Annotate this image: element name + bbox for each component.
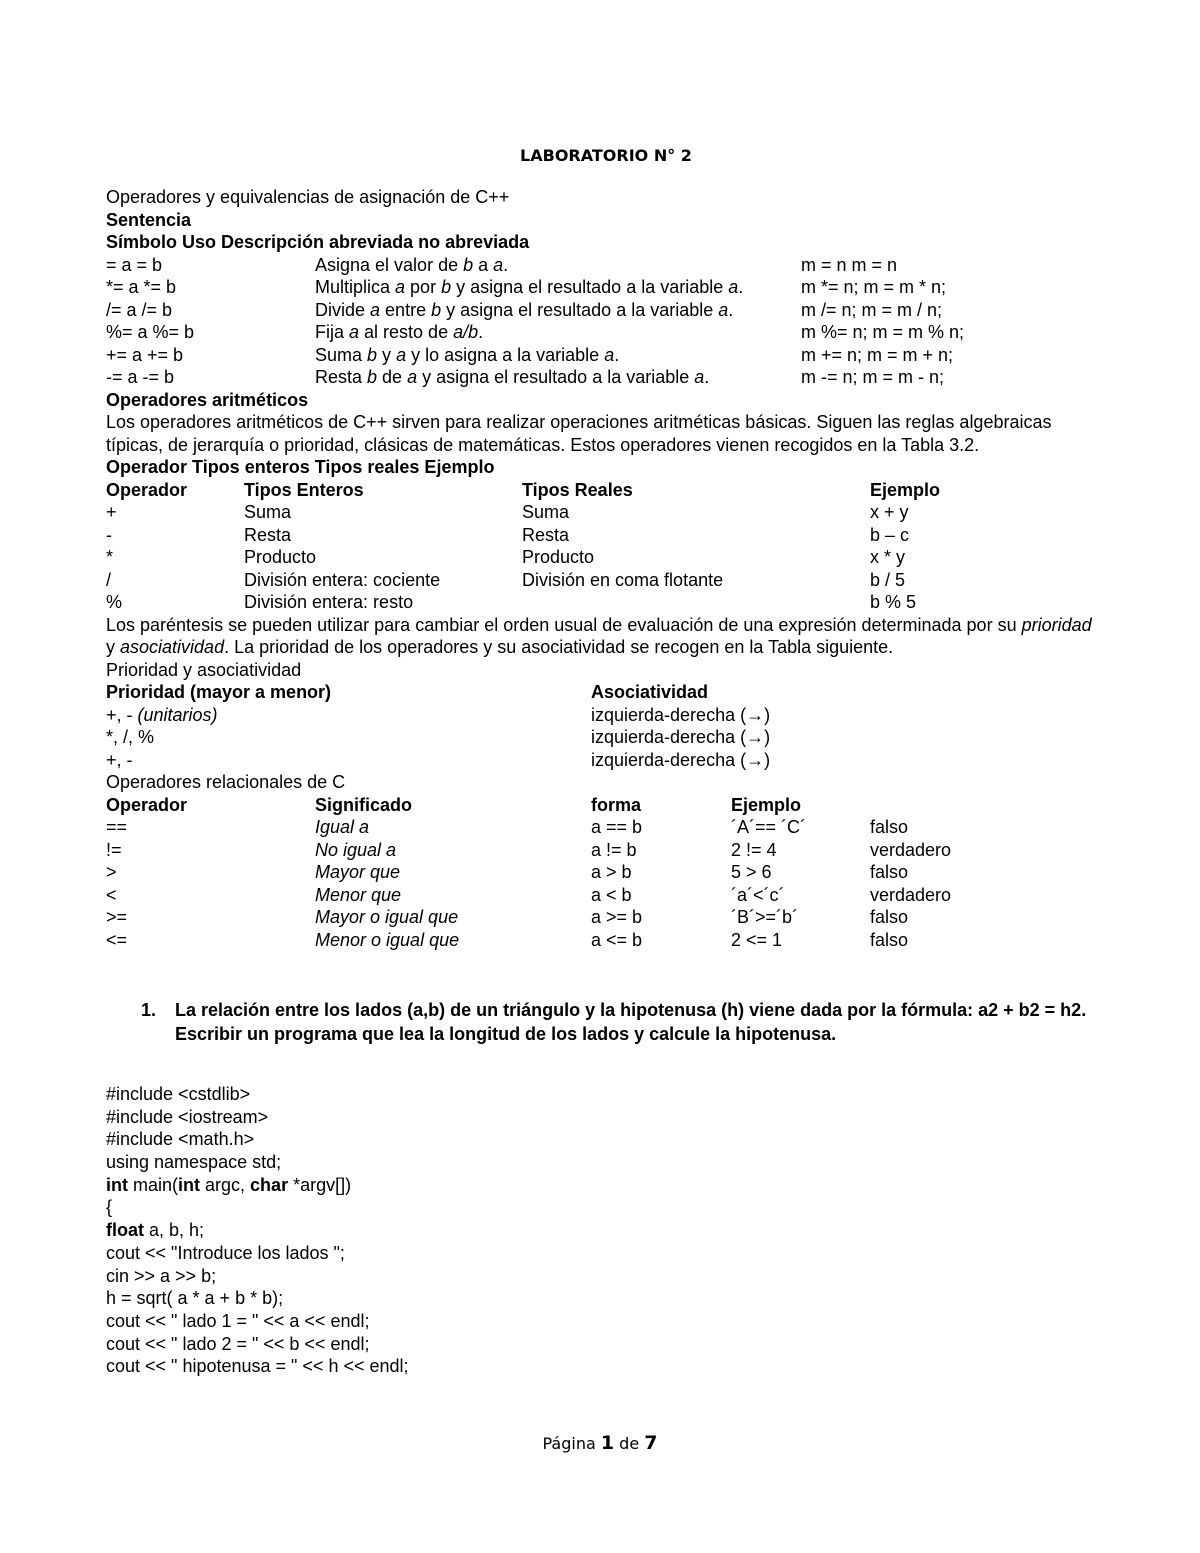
prio-header-cell: Prioridad (mayor a menor) <box>106 682 332 702</box>
rel-cell: != <box>106 839 122 860</box>
code-line <box>106 1196 409 1219</box>
footer-total: 7 <box>644 1432 658 1454</box>
code-line <box>106 1151 409 1174</box>
rel-cell: No igual a <box>315 839 397 860</box>
prio-row <box>106 704 1096 727</box>
arith-cell: x + y <box>870 502 909 522</box>
rel-cell: Menor o igual que <box>315 929 460 950</box>
description-part: al resto de <box>359 322 454 342</box>
rel-cell: falso <box>870 862 909 882</box>
arith-header-row <box>106 479 1096 502</box>
arith-row <box>106 501 1096 524</box>
description-part: b <box>463 254 474 275</box>
arith-cell: Resta <box>522 524 570 545</box>
assign-symbol: += a += b <box>106 344 184 365</box>
prio-associativity: izquierda-derecha (→) <box>591 704 771 725</box>
code-keyword: char <box>250 1174 289 1195</box>
rel-cell: 2 <= 1 <box>731 929 783 950</box>
rel-cell: a == b <box>591 817 643 837</box>
description-part: a <box>718 299 729 320</box>
description-part: a/b <box>453 322 479 342</box>
description-part: . <box>738 277 744 297</box>
page-title: LABORATORIO N° 2 <box>520 146 692 165</box>
assign-symbol: *= a *= b <box>106 277 177 297</box>
assign-symbol: -= a -= b <box>106 367 175 387</box>
question-text: La relación entre los lados (a,b) de un triángulo y la hipotenusa (h) viene dada por la fórmula: a2 + b2 = h2. Escribir un programa que lea la longitud de los lados y calcule la hipotenusa. <box>175 1000 1087 1044</box>
description-part: b <box>431 299 442 320</box>
code-text: *argv[]) <box>288 1174 352 1195</box>
rel-cell: a != b <box>591 839 637 860</box>
assign-row <box>106 299 1096 322</box>
rel-table <box>106 794 1096 952</box>
arith-cell: b / 5 <box>870 569 906 590</box>
description-part: . <box>728 299 734 320</box>
description-part: a <box>728 277 739 297</box>
description-part: entre <box>380 299 432 320</box>
description-part: . <box>478 322 484 342</box>
assign-row <box>106 366 1096 389</box>
assign-symbol: = a = b <box>106 254 163 275</box>
rel-header-cell: forma <box>591 794 642 815</box>
rel-cell: 2 != 4 <box>731 839 777 860</box>
code-line <box>106 1355 409 1378</box>
rel-header-cell: Ejemplo <box>731 794 802 815</box>
code-keyword: int <box>106 1174 128 1195</box>
code-block <box>106 1083 409 1378</box>
rel-cell: a >= b <box>591 907 643 927</box>
prio-operator-symbols: +, - <box>106 704 138 725</box>
assign-row <box>106 276 1096 299</box>
prio-paragraph-part: Los paréntesis se pueden utilizar para cambiar el orden usual de evaluación de una expresión determinada por su <box>106 614 1022 635</box>
footer-mid: de <box>614 1434 645 1453</box>
description-part: a <box>349 322 360 342</box>
code-text: { <box>106 1197 113 1218</box>
assign-equivalence: m = n m = n <box>801 254 898 275</box>
code-text: #include <math.h> <box>106 1129 255 1150</box>
arith-cell: x * y <box>870 547 906 567</box>
arith-cell: b % 5 <box>870 592 917 612</box>
assign-equivalence: m *= n; m = m * n; <box>801 277 947 297</box>
description-part: . <box>704 367 710 387</box>
description-part: b <box>367 367 378 387</box>
rel-cell: Igual a <box>315 817 370 837</box>
code-line <box>106 1219 409 1242</box>
code-keyword: int <box>178 1174 201 1195</box>
rel-cell: < <box>106 884 117 905</box>
rel-cell: a < b <box>591 884 632 905</box>
rel-cell: ´B´>=´b´ <box>731 907 799 927</box>
prio-row <box>106 749 1096 772</box>
description-part: y <box>377 344 397 365</box>
code-keyword: float <box>106 1220 144 1241</box>
rel-cell: verdadero <box>870 839 952 860</box>
code-text: main( <box>128 1174 179 1195</box>
arith-cell: División en coma flotante <box>522 569 724 590</box>
description-part: b <box>367 344 378 365</box>
code-text: #include <iostream> <box>106 1106 269 1127</box>
description-part: a <box>604 344 615 365</box>
prio-table <box>106 681 1096 771</box>
description-part: y lo asigna a la variable <box>406 344 605 365</box>
code-text: cin >> a >> b; <box>106 1265 217 1286</box>
description-part: a <box>493 254 504 275</box>
assign-equivalence: m -= n; m = m - n; <box>801 367 945 387</box>
assign-equivalence: m += n; m = m + n; <box>801 344 954 365</box>
rel-cell: ´a´<´c´ <box>731 884 785 905</box>
prio-header-cell: Asociatividad <box>591 682 709 702</box>
description-part: Resta <box>315 367 368 387</box>
arith-cell: Suma <box>522 502 570 522</box>
prio-header-row <box>106 681 1096 704</box>
arith-row <box>106 569 1096 592</box>
rel-cell: 5 > 6 <box>731 862 772 882</box>
rel-cell: <= <box>106 929 128 950</box>
description-part: y asigna el resultado a la variable <box>441 299 719 320</box>
assign-description <box>315 366 709 389</box>
code-text: h = sqrt( a * a + b * b); <box>106 1288 284 1309</box>
description-part: Multiplica <box>315 277 396 297</box>
rel-cell: falso <box>870 929 909 950</box>
rel-cell: verdadero <box>870 884 952 905</box>
description-part: y asigna el resultado a la variable <box>451 277 729 297</box>
assign-sub2: Símbolo Uso Descripción abreviada no abreviada <box>106 232 530 252</box>
assign-description <box>315 344 619 367</box>
assign-equivalence: m %= n; m = m % n; <box>801 322 965 342</box>
assign-row <box>106 321 1096 344</box>
arith-cell: Producto <box>244 547 317 567</box>
arith-cell: - <box>106 524 112 545</box>
arith-cell: División entera: resto <box>244 592 414 612</box>
description-part: Fija <box>315 322 350 342</box>
rel-row <box>106 839 1096 862</box>
description-part: Divide <box>315 299 371 320</box>
prio-paragraph-part: . La prioridad de los operadores y su asociatividad se recogen en la Tabla siguiente. <box>224 637 894 657</box>
arith-heading: Operadores aritméticos <box>106 389 309 410</box>
assign-table <box>106 254 1096 389</box>
rel-row <box>106 884 1096 907</box>
arith-intro: Los operadores aritméticos de C++ sirven para realizar operaciones aritméticas básicas. Siguen las reglas algebraicas típicas, de jerarquía o prioridad, clásicas de matemáticas. Estos operadores vienen recogidos en la Tabla 3.2. <box>106 412 1052 455</box>
rel-cell: >= <box>106 907 128 927</box>
rel-cell: Mayor que <box>315 862 401 882</box>
rel-cell: ´A´== ´C´ <box>731 817 807 837</box>
footer-prefix: Página <box>542 1434 601 1453</box>
prio-operator-symbols: *, /, % <box>106 727 155 747</box>
description-part: y asigna el resultado a la variable <box>417 367 695 387</box>
code-line <box>106 1265 409 1288</box>
arith-cell: Resta <box>244 524 292 545</box>
prio-paragraph-part: y <box>106 637 121 657</box>
assign-heading: Operadores y equivalencias de asignación de C++ <box>106 187 510 207</box>
assign-description <box>315 321 483 344</box>
arith-cell: % <box>106 592 123 612</box>
description-part: a <box>395 277 406 297</box>
prio-operator-note: (unitarios) <box>137 704 218 725</box>
description-part: por <box>405 277 442 297</box>
rel-row <box>106 861 1096 884</box>
description-part: de <box>377 367 408 387</box>
code-text: cout << " lado 1 = " << a << endl; <box>106 1310 370 1331</box>
arith-cell: + <box>106 502 117 522</box>
description-part: a <box>694 367 705 387</box>
description-part: a <box>473 254 494 275</box>
arith-header-cell: Tipos Reales <box>522 479 633 500</box>
code-line <box>106 1242 409 1265</box>
assign-description <box>315 276 743 299</box>
page-footer <box>106 1432 1094 1454</box>
description-part: a <box>396 344 407 365</box>
prio-row <box>106 726 1096 749</box>
question-number: 1. <box>141 1000 157 1020</box>
arith-row <box>106 546 1096 569</box>
assign-description <box>315 254 508 277</box>
prio-paragraph-part: prioridad <box>1021 614 1092 635</box>
rel-cell: > <box>106 862 117 882</box>
assign-symbol: %= a %= b <box>106 322 195 342</box>
prio-paragraph-part: asociatividad <box>120 637 225 657</box>
rel-row <box>106 929 1096 952</box>
assign-description <box>315 299 733 322</box>
arith-table <box>106 479 1096 614</box>
description-part: Asigna el valor de <box>315 254 464 275</box>
arith-cell: / <box>106 569 112 590</box>
description-part: . <box>503 254 509 275</box>
content-flow <box>106 186 1096 951</box>
prio-associativity: izquierda-derecha (→) <box>591 749 771 770</box>
code-text: using namespace std; <box>106 1152 282 1173</box>
prio-operators <box>106 749 133 772</box>
arith-header-cell: Ejemplo <box>870 479 941 500</box>
rel-cell: a <= b <box>591 929 643 950</box>
arith-cell: Suma <box>244 502 292 522</box>
code-line <box>106 1128 409 1151</box>
rel-row <box>106 816 1096 839</box>
rel-cell: Mayor o igual que <box>315 907 459 927</box>
code-text: a, b, h; <box>144 1220 205 1241</box>
rel-row <box>106 906 1096 929</box>
prio-heading: Prioridad y asociatividad <box>106 659 302 680</box>
code-line <box>106 1174 409 1197</box>
arith-header-cell: Operador <box>106 479 188 500</box>
code-line <box>106 1083 409 1106</box>
description-part: a <box>370 299 381 320</box>
prio-paragraph <box>106 614 1096 659</box>
arith-row <box>106 524 1096 547</box>
rel-header-cell: Significado <box>315 794 413 815</box>
arith-row <box>106 591 1096 614</box>
code-text: cout << "Introduce los lados "; <box>106 1242 345 1263</box>
assign-equivalence: m /= n; m = m / n; <box>801 299 943 320</box>
code-text: cout << " hipotenusa = " << h << endl; <box>106 1356 409 1377</box>
code-line <box>106 1106 409 1129</box>
prio-operators <box>106 726 154 749</box>
arith-cell: b – c <box>870 524 910 545</box>
description-part: Suma <box>315 344 368 365</box>
arith-sub: Operador Tipos enteros Tipos reales Ejemplo <box>106 457 495 477</box>
assign-symbol: /= a /= b <box>106 299 173 320</box>
rel-cell: falso <box>870 817 909 837</box>
code-line <box>106 1287 409 1310</box>
code-text: #include <cstdlib> <box>106 1084 251 1104</box>
arith-cell: División entera: cociente <box>244 569 441 590</box>
description-part: b <box>441 277 452 297</box>
description-part: a <box>407 367 418 387</box>
rel-heading: Operadores relacionales de C <box>106 772 346 792</box>
rel-cell: == <box>106 817 128 837</box>
rel-cell: falso <box>870 907 909 927</box>
assign-row <box>106 254 1096 277</box>
rel-cell: a > b <box>591 862 632 882</box>
footer-page: 1 <box>600 1432 615 1454</box>
description-part: . <box>614 344 620 365</box>
rel-header-row <box>106 794 1096 817</box>
assign-row <box>106 344 1096 367</box>
rel-header-cell: Operador <box>106 794 188 815</box>
prio-operators <box>106 704 218 727</box>
arith-header-cell: Tipos Enteros <box>244 479 364 500</box>
code-line <box>106 1333 409 1356</box>
arith-cell: Producto <box>522 547 595 567</box>
code-text: cout << " lado 2 = " << b << endl; <box>106 1333 370 1354</box>
rel-cell: Menor que <box>315 884 402 905</box>
assign-sub1: Sentencia <box>106 209 192 230</box>
prio-operator-symbols: +, - <box>106 749 133 770</box>
code-line <box>106 1310 409 1333</box>
arith-cell: * <box>106 547 114 567</box>
prio-associativity: izquierda-derecha (→) <box>591 727 771 747</box>
code-text: argc, <box>200 1174 251 1195</box>
